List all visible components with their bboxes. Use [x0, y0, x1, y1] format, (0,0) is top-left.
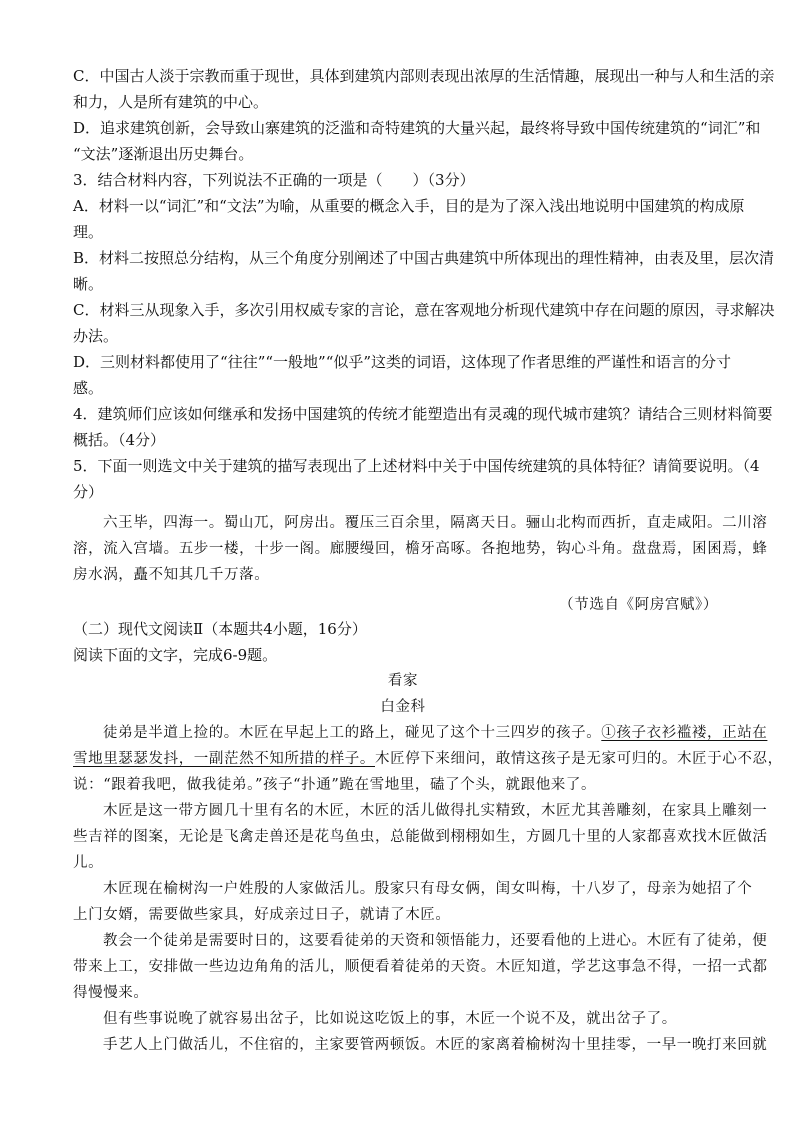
q3-option-c-line2: 办法。 [73, 327, 119, 345]
story-p1-line1 [103, 723, 768, 743]
section-heading: （二）现代文阅读Ⅱ（本题共4小题，16分） [73, 620, 367, 638]
q3-option-a-line2: 理。 [73, 223, 104, 241]
question-5-line1: 5．下面一则选文中关于建筑的描写表现出了上述材料中关于中国传统建筑的具体特征？请简要说明。（4 [73, 457, 760, 475]
q3-option-a-line1: A．材料一以“词汇”和“文法”为喻，从重要的概念入手，目的是为了深入浅出地说明中国建筑的构成原 [73, 197, 745, 215]
excerpt-line3: 房水涡，矗不知其几千万落。 [73, 567, 270, 583]
story-author: 白金科 [380, 699, 426, 715]
q3-option-d-line2: 感。 [73, 379, 104, 397]
q3-option-d-line1: D．三则材料都使用了“往往”“一般地”“似乎”这类的词语，这体现了作者思维的严谨性和语言的分寸 [73, 353, 732, 371]
story-p2-line3: 儿。 [73, 855, 104, 871]
story-title: 看家 [387, 673, 419, 689]
story-p1-line3: 说：“跟着我吧，做我徒弟。”孩子“扑通”跪在雪地里，磕了个头，就跟他来了。 [73, 777, 597, 793]
story-p3-line1: 木匠现在榆树沟一户姓殷的人家做活儿。殷家只有母女俩，闺女叫梅，十八岁了，母亲为她招了个 [103, 881, 753, 897]
reading-instruction: 阅读下面的文字，完成6-9题。 [73, 646, 278, 664]
option-d-line1: D．追求建筑创新，会导致山寨建筑的泛滥和奇特建筑的大量兴起，最终将导致中国传统建筑的“词汇”和 [73, 119, 761, 137]
story-p4-line2: 带来上工，安排做一些边边角角的活儿，顺便看着徒弟的天资。木匠知道，学艺这事急不得，一招一式都 [73, 959, 768, 975]
q3-option-b-line1: B．材料二按照总分结构，从三个角度分别阐述了中国古典建筑中所体现出的理性精神，由表及里，层次清 [73, 249, 775, 267]
q3-option-c-line1: C．材料三从现象入手，多次引用权威专家的言论，意在客观地分析现代建筑中存在问题的原因，寻求解决 [73, 301, 775, 319]
question-3: 3．结合材料内容，下列说法不正确的一项是（ ）（3分） [73, 171, 475, 189]
option-c-line1: C．中国古人淡于宗教而重于现世，具体到建筑内部则表现出浓厚的生活情趣，展现出一种与人和生活的亲 [73, 67, 775, 85]
story-p4-line1: 教会一个徒弟是需要时日的，这要看徒弟的天资和领悟能力，还要看他的上进心。木匠有了徒弟，便 [103, 933, 768, 949]
option-c-line2: 和力，人是所有建筑的中心。 [73, 93, 269, 111]
story-p5: 但有些事说晚了就容易出岔子，比如说这吃饭上的事，木匠一个说不及，就出岔子了。 [103, 1011, 677, 1027]
question-4-line1: 4．建筑师们应该如何继承和发扬中国建筑的传统才能塑造出有灵魂的现代城市建筑？请结合三则材料简要 [73, 405, 773, 423]
story-text: 木匠停下来细问，敢情这孩子是无家可归的。木匠于心不忍， [375, 751, 783, 767]
story-text: 徒弟是半道上捡的。木匠在早起上工的路上，碰见了这个十三四岁的孩子。 [103, 725, 602, 741]
excerpt-line2: 溶，流入宫墙。五步一楼，十步一阁。廊腰缦回，檐牙高啄。各抱地势，钩心斗角。盘盘焉，囷囷焉，蜂 [73, 541, 768, 557]
question-4-line2: 概括。（4分） [73, 431, 166, 449]
option-d-line2: “文法”逐渐退出历史舞台。 [73, 145, 254, 163]
underlined-sentence-1-cont: 雪地里瑟瑟发抖，一副茫然不知所措的样子。 [73, 751, 375, 767]
story-p4-line3: 得慢慢来。 [73, 985, 149, 1001]
question-5-line2: 分） [73, 483, 104, 501]
underlined-sentence-1: ①孩子衣衫褴褛，正站在 [601, 725, 768, 741]
story-p1-line2 [73, 749, 783, 769]
excerpt-source: （节选自《阿房宫赋》） [559, 597, 718, 613]
q3-option-b-line2: 晰。 [73, 275, 104, 293]
story-p2-line2: 些吉祥的图案，无论是飞禽走兽还是花鸟鱼虫，总能做到栩栩如生，方圆几十里的人家都喜欢找木匠做活 [73, 829, 768, 845]
story-p6-line1: 手艺人上门做活儿，不住宿的，主家要管两顿饭。木匠的家离着榆树沟十里挂零，一早一晚打来回就 [103, 1037, 768, 1053]
story-p3-line2: 上门女婿，需要做些家具，好成亲过日子，就请了木匠。 [73, 907, 451, 923]
excerpt-line1: 六王毕，四海一。蜀山兀，阿房出。覆压三百余里，隔离天日。骊山北构而西折，直走咸阳。二川溶 [103, 515, 768, 531]
story-p2-line1: 木匠是这一带方圆几十里有名的木匠，木匠的活儿做得扎实精致，木匠尤其善雕刻，在家具上雕刻一 [103, 803, 768, 819]
